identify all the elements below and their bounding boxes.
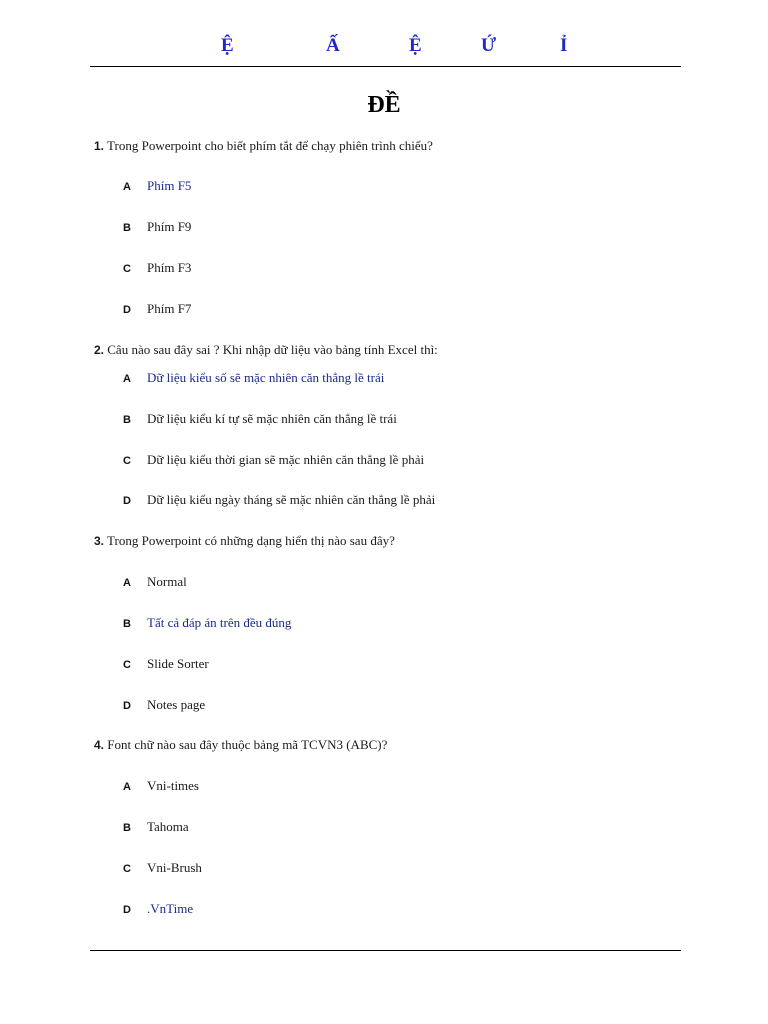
question-4-option-b[interactable] [123, 819, 189, 835]
option-letter: B [123, 822, 131, 834]
question-3-option-b[interactable] [123, 615, 291, 631]
option-text: Phím F9 [147, 219, 192, 234]
option-letter: D [123, 904, 131, 916]
option-letter: B [123, 618, 131, 630]
option-text: Phím F5 [147, 178, 192, 193]
question-number: 1. [94, 139, 105, 153]
question-2-option-d[interactable] [123, 492, 435, 508]
option-text: Dữ liệu kiểu ngày tháng sẽ mặc nhiên căn thẳng lề phải [147, 492, 436, 507]
header-char-1: Ệ [221, 35, 234, 56]
question-4-option-c[interactable] [123, 860, 202, 876]
header-char-5: Ỉ [560, 35, 568, 56]
option-text: Tahoma [147, 819, 189, 834]
question-4 [94, 737, 387, 753]
option-letter: A [123, 181, 131, 193]
question-2-option-a[interactable] [123, 370, 384, 386]
question-number: 3. [94, 534, 105, 548]
option-text: Dữ liệu kiểu thời gian sẽ mặc nhiên căn thẳng lề phải [147, 452, 425, 467]
option-text: Dữ liệu kiểu kí tự sẽ mặc nhiên căn thẳng lề trái [147, 411, 397, 426]
question-3-option-a[interactable] [123, 574, 187, 590]
question-1 [94, 138, 433, 154]
question-1-option-a[interactable] [123, 178, 191, 194]
question-text: Trong Powerpoint có những dạng hiển thị nào sau đây? [107, 533, 395, 548]
option-text: .VnTime [147, 901, 194, 916]
header-char-4: Ứ [481, 35, 497, 56]
option-letter: A [123, 781, 131, 793]
option-text: Dữ liệu kiểu số sẽ mặc nhiên căn thẳng lề trái [147, 370, 385, 385]
question-3-option-d[interactable] [123, 697, 205, 713]
option-text: Notes page [147, 697, 206, 712]
question-1-option-c[interactable] [123, 260, 191, 276]
option-letter: C [123, 659, 131, 671]
option-text: Vni-times [147, 778, 199, 793]
question-2 [94, 342, 438, 358]
header-char-2: Ấ [326, 35, 340, 56]
question-3 [94, 533, 395, 549]
footer-divider [90, 950, 681, 951]
page-header [90, 28, 681, 67]
question-number: 2. [94, 343, 105, 357]
option-letter: B [123, 414, 131, 426]
question-1-option-d[interactable] [123, 301, 191, 317]
option-letter: C [123, 455, 131, 467]
option-text: Normal [147, 574, 187, 589]
option-text: Slide Sorter [147, 656, 209, 671]
option-text: Tất cả đáp án trên đều đúng [147, 615, 292, 630]
option-letter: A [123, 373, 131, 385]
question-2-option-c[interactable] [123, 452, 424, 468]
option-text: Phím F3 [147, 260, 192, 275]
question-3-option-c[interactable] [123, 656, 209, 672]
question-1-option-b[interactable] [123, 219, 191, 235]
option-letter: C [123, 863, 131, 875]
question-text: Font chữ nào sau đây thuộc bảng mã TCVN3 (ABC)? [107, 737, 388, 752]
option-letter: D [123, 700, 131, 712]
question-text: Câu nào sau đây sai ? Khi nhập dữ liệu vào bảng tính Excel thì: [107, 342, 438, 357]
option-letter: C [123, 263, 131, 275]
page-title: ĐỀ [367, 92, 401, 118]
option-text: Vni-Brush [147, 860, 202, 875]
option-letter: B [123, 222, 131, 234]
option-letter: D [123, 304, 131, 316]
question-2-option-b[interactable] [123, 411, 397, 427]
question-4-option-a[interactable] [123, 778, 199, 794]
option-letter: D [123, 495, 131, 507]
question-number: 4. [94, 738, 105, 752]
header-char-3: Ệ [409, 35, 422, 56]
question-text: Trong Powerpoint cho biết phím tắt để chạy phiên trình chiếu? [107, 138, 433, 153]
question-4-option-d[interactable] [123, 901, 193, 917]
option-letter: A [123, 577, 131, 589]
option-text: Phím F7 [147, 301, 192, 316]
